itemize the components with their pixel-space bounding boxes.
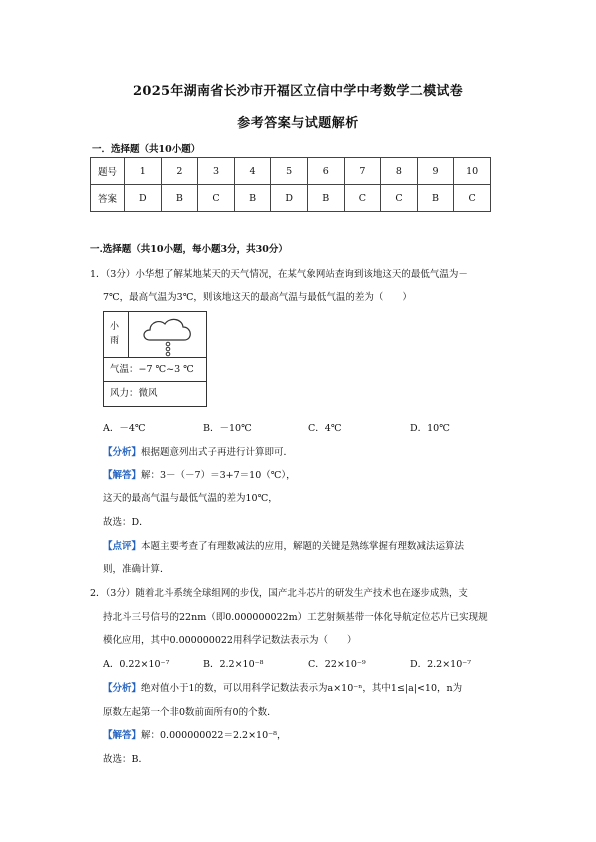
choice-d: D．2.2×10⁻⁷ [410, 659, 472, 670]
q1-comment [103, 538, 464, 552]
q1-text-line1: 1．（3分）小华想了解某地某天的天气情况，在某气象网站查询到该地这天的最低气温为－ [90, 269, 468, 280]
table-cell: 1 [125, 158, 162, 185]
table-cell: B [234, 185, 271, 212]
table-cell: D [271, 185, 308, 212]
answer-table-header-row [91, 158, 491, 185]
table-cell: B [307, 185, 344, 212]
solution-tag: 【解答】 [103, 730, 142, 741]
weather-card-top [104, 312, 206, 358]
choice-c: C．22×10⁻⁹ [308, 659, 366, 670]
q1-solution-line2: 这天的最高气温与最低气温的差为10℃， [103, 493, 278, 504]
choice-d: D．10℃ [410, 423, 450, 434]
table-cell: 10 [454, 158, 491, 185]
weather-wind: 风力：微风 [110, 388, 158, 399]
solution-tag: 【解答】 [103, 470, 142, 481]
table-cell: 9 [417, 158, 454, 185]
page-title: 2025年湖南省长沙市开福区立信中学中考数学二模试卷 [133, 84, 463, 99]
q2-text-line3: 模化应用，其中0.000000022用科学记数法表示为（ ） [103, 635, 357, 646]
table-cell: C [454, 185, 491, 212]
choice-a: A．－4℃ [103, 423, 146, 434]
q2-analysis-line2: 原数左起第一个非0数前面所有0的个数． [103, 707, 277, 718]
q1-select: 故选：D． [103, 517, 149, 528]
table-cell: 2 [161, 158, 198, 185]
comment-tag: 【点评】 [103, 541, 142, 552]
q2-text-line1: 2．（3分）随着北斗系统全球组网的步伐，国产北斗芯片的研发生产技术也在逐步成熟，支 [90, 588, 468, 599]
table-cell: D [125, 185, 162, 212]
table-cell: 5 [271, 158, 308, 185]
q1-solution [103, 467, 296, 481]
section-heading-answers: 一．选择题（共10小题） [92, 144, 201, 155]
weather-card [103, 311, 207, 407]
divider [128, 312, 129, 358]
q2-text-line2: 持北斗三号信号的22nm（即0.000000022m）工艺射频基带一体化导航定位芯片已实现规 [103, 612, 488, 623]
choice-c: C．4℃ [308, 423, 342, 434]
section-heading-questions: 一.选择题（共10小题，每小题3分，共30分） [90, 244, 288, 255]
answer-table-answer-row [91, 185, 491, 212]
analysis-text: 根据题意列出式子再进行计算即可． [141, 447, 294, 458]
table-cell: 4 [234, 158, 271, 185]
table-cell: C [344, 185, 381, 212]
table-header-label: 题号 [91, 158, 125, 185]
comment-text: 本题主要考查了有理数减法的应用，解题的关键是熟练掌握有理数减法运算法 [141, 541, 465, 552]
table-cell: 7 [344, 158, 381, 185]
q1-comment-line2: 则，准确计算． [103, 564, 170, 575]
solution-text: 解：0.000000022＝2.2×10⁻⁸， [141, 730, 287, 741]
q1-text-line2: 7℃，最高气温为3℃，则该地这天的最高气温与最低气温的差为（ ） [103, 292, 412, 303]
q2-solution [103, 727, 286, 741]
analysis-tag: 【分析】 [103, 683, 142, 694]
table-cell: 8 [381, 158, 418, 185]
q1-analysis [103, 444, 293, 458]
solution-text: 解：3－（－7）＝3+7＝10（℃）， [141, 470, 296, 481]
page-subtitle: 参考答案与试题解析 [237, 116, 359, 131]
q2-select: 故选：B． [103, 754, 148, 765]
q2-choices [103, 656, 483, 670]
table-answer-label: 答案 [91, 185, 125, 212]
choice-b: B．－10℃ [203, 423, 252, 434]
table-cell: B [417, 185, 454, 212]
analysis-tag: 【分析】 [103, 447, 142, 458]
q1-choices [103, 420, 483, 434]
answer-table [90, 157, 491, 212]
table-cell: C [198, 185, 235, 212]
choice-b: B．2.2×10⁻⁸ [203, 659, 264, 670]
table-cell: C [381, 185, 418, 212]
table-cell: 6 [307, 158, 344, 185]
weather-temperature: 气温：−7 ℃~3 ℃ [104, 358, 206, 382]
q2-analysis [103, 680, 462, 694]
rain-cloud-icon [140, 316, 196, 361]
weather-condition-label: 小雨 [110, 322, 120, 346]
choice-a: A．0.22×10⁻⁷ [103, 659, 170, 670]
table-cell: 3 [198, 158, 235, 185]
table-cell: B [161, 185, 198, 212]
analysis-text: 绝对值小于1的数，可以用科学记数法表示为a×10⁻ⁿ，其中1≤|a|<10，n为 [141, 683, 463, 694]
